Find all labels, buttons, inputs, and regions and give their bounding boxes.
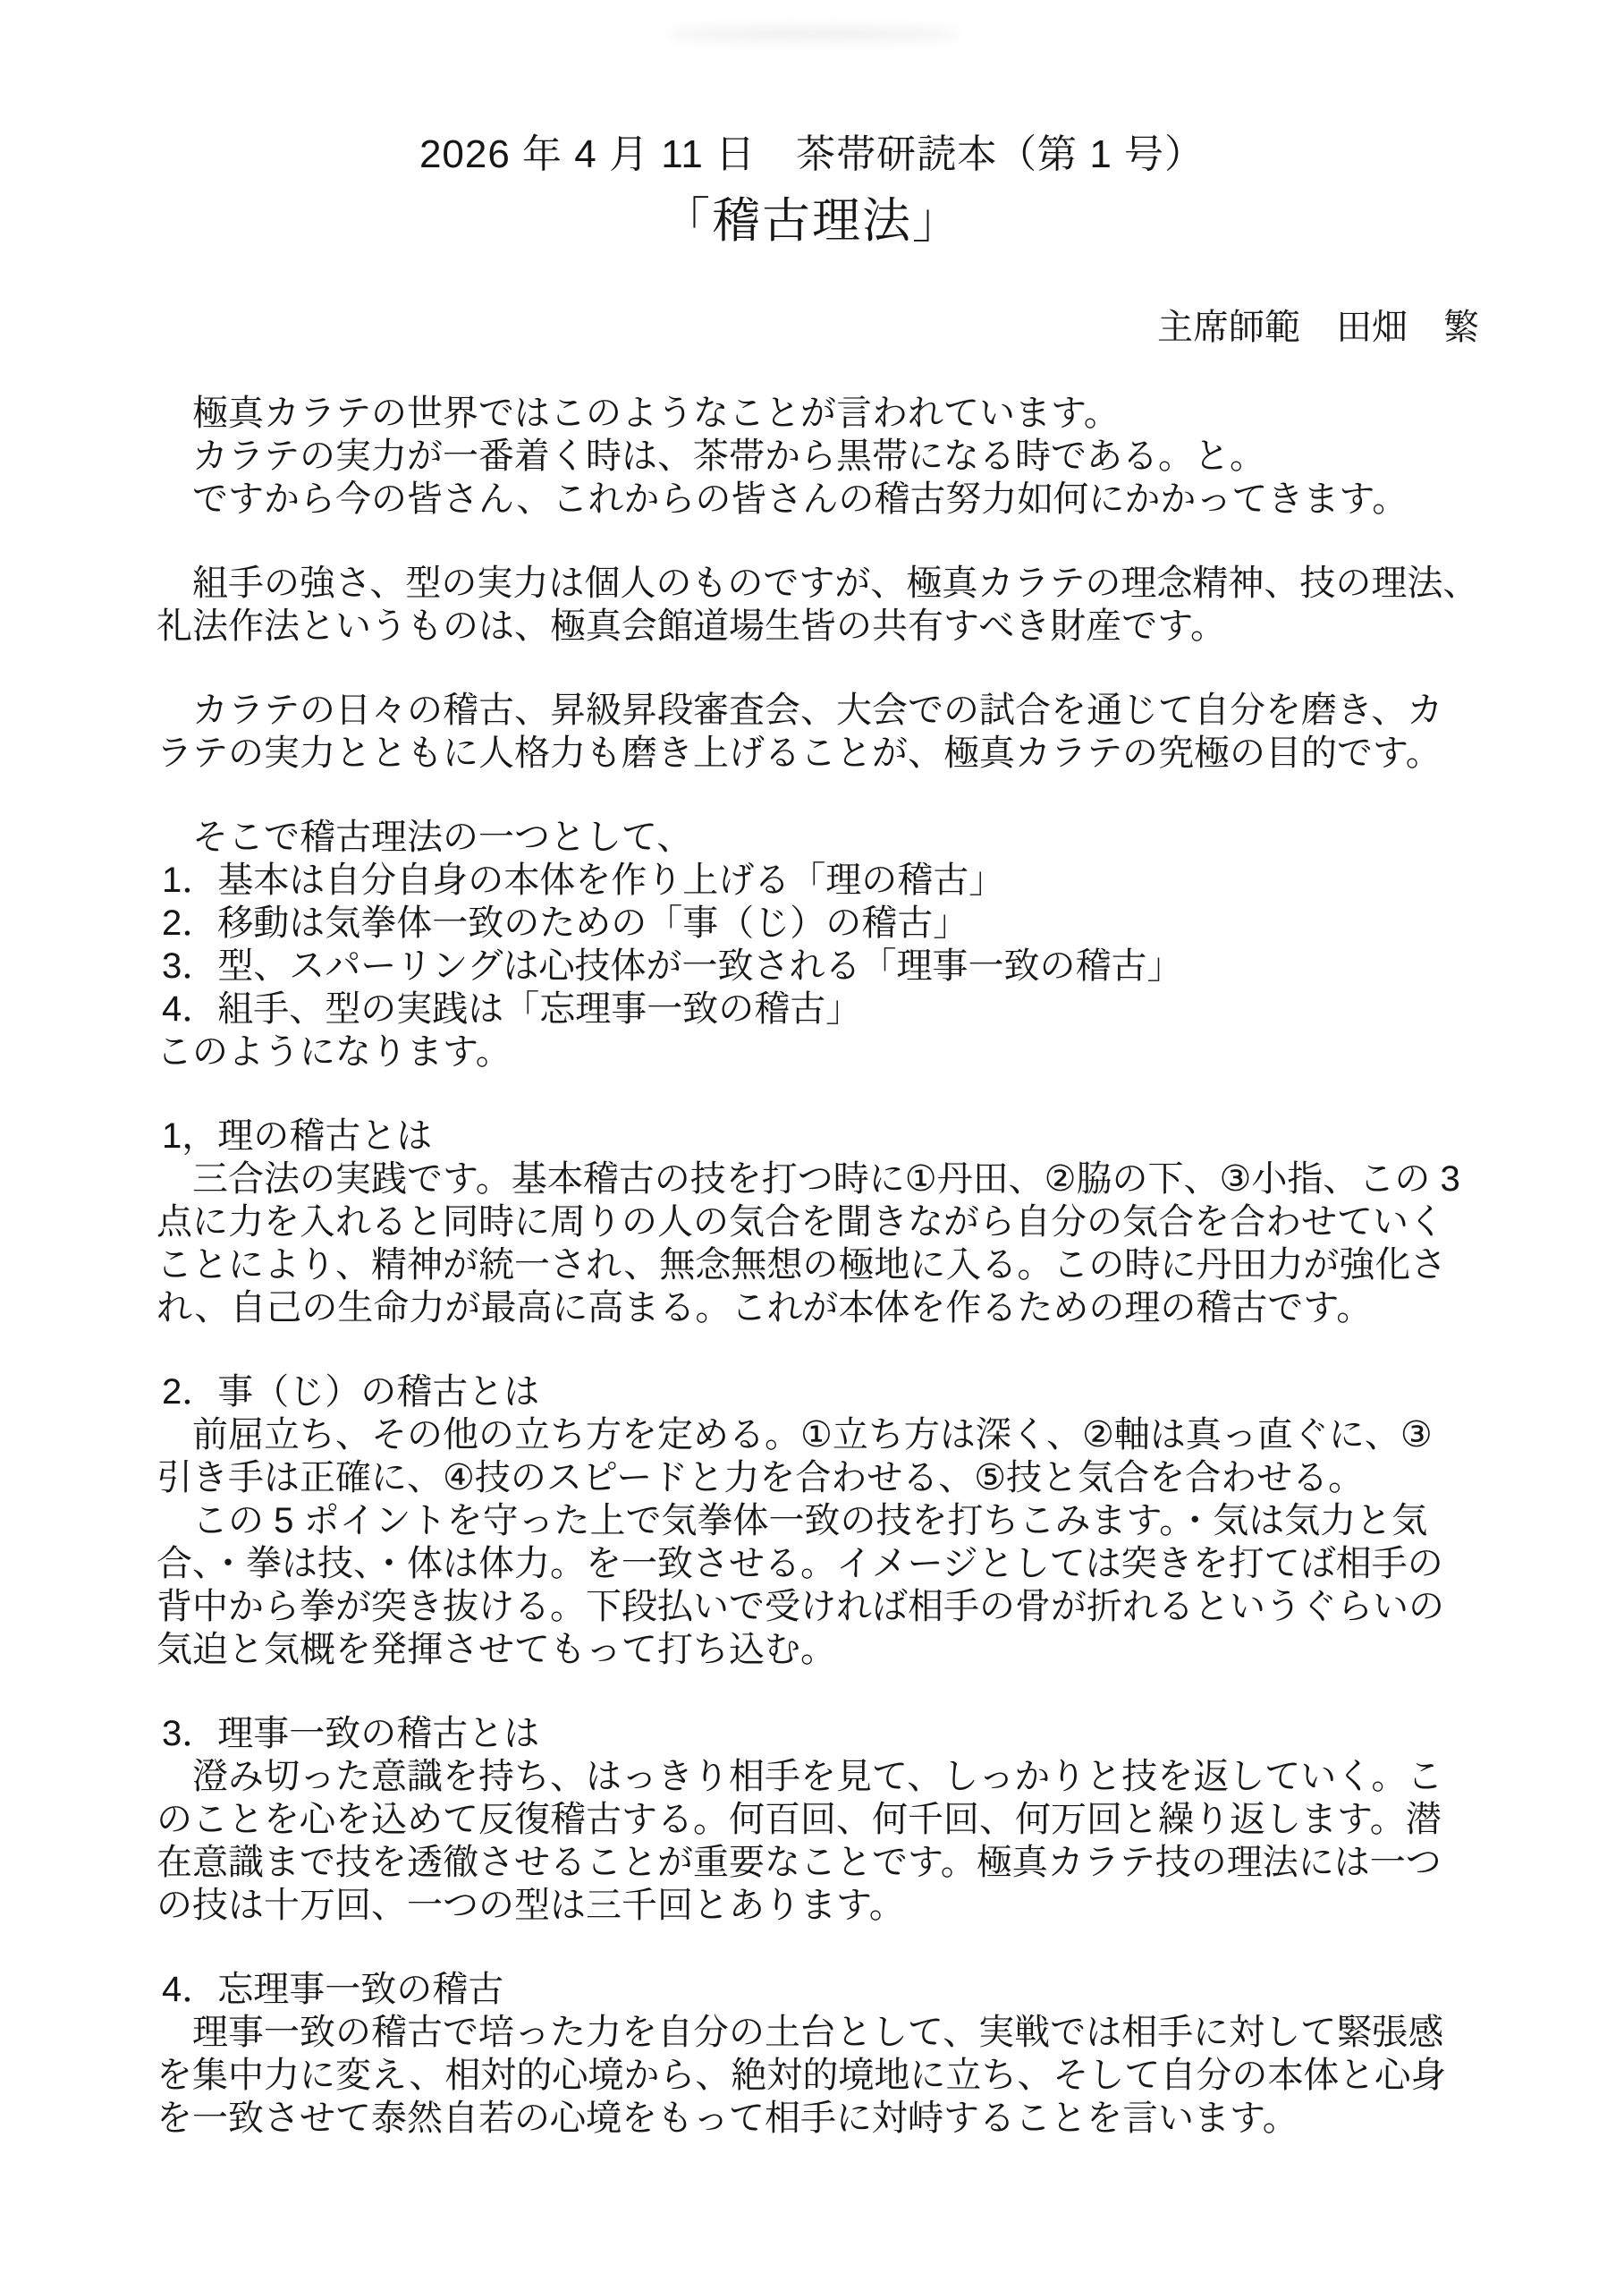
- section-line: 引き手は正確に、④技のスピードと力を合わせる、⑤技と気合を合わせる。: [156, 1458, 1365, 1497]
- document-body: [156, 392, 1499, 2140]
- paragraph: [156, 392, 1499, 521]
- section-line: を一致させて泰然自若の心境をもって相手に対峙することを言います。: [156, 2099, 1298, 2138]
- section-heading: 1，理の稽古とは: [162, 1116, 433, 1156]
- paragraph: [156, 689, 1499, 775]
- section-line: れ、自己の生命力が最高に高まる。これが本体を作るための理の稽古です。: [156, 1288, 1373, 1327]
- section-line: 合、・拳は技、・体は体力。を一致させる。イメージとしては突きを打てば相手の: [156, 1544, 1443, 1583]
- section-ri: [156, 1115, 1499, 1329]
- section-heading: 3．理事一致の稽古とは: [162, 1714, 540, 1753]
- list-intro: そこで稽古理法の一つとして、: [156, 818, 693, 857]
- section-bouriji-icchi: [156, 1968, 1499, 2140]
- paragraph-line: カラテの日々の稽古、昇級昇段審査会、大会での試合を通じて自分を磨き、カ: [156, 691, 1443, 730]
- list-item: 3．型、スパーリングは心技体が一致される「理事一致の稽古」: [162, 946, 1183, 986]
- section-ji: [156, 1370, 1499, 1671]
- section-line: ことにより、精神が統一され、無念無想の極地に入る。この時に丹田力が強化さ: [156, 1245, 1447, 1285]
- author-line: 主席師範 田畑 繁: [1157, 308, 1479, 347]
- list-item: 1．基本は自分自身の本体を作り上げる「理の稽古」: [162, 861, 1005, 900]
- list-item: 4．組手、型の実践は「忘理事一致の稽古」: [162, 989, 862, 1029]
- section-line: 澄み切った意識を持ち、はっきり相手を見て、しっかりと技を返していく。こ: [156, 1757, 1443, 1796]
- paragraph-line: ですから今の皆さん、これからの皆さんの稽古努力如何にかかってきます。: [156, 479, 1408, 519]
- section-line: 在意識まで技を透徹させることが重要なことです。極真カラテ技の理法には一つ: [156, 1843, 1442, 1882]
- section-line: 点に力を入れると同時に周りの人の気合を聞きながら自分の気合を合わせていく: [156, 1202, 1444, 1242]
- section-line: 理事一致の稽古で培った力を自分の土台として、実戦では相手に対して緊張感: [156, 2013, 1444, 2052]
- section-heading: 4．忘理事一致の稽古: [162, 1970, 504, 2009]
- list-item: 2．移動は気拳体一致のための「事（じ）の稽古」: [162, 903, 969, 943]
- section-line: 三合法の実践です。基本稽古の技を打つ時に①丹田、②脇の下、③小指、この 3: [156, 1159, 1460, 1199]
- section-heading: 2．事（じ）の稽古とは: [162, 1372, 540, 1412]
- section-line: 前屈立ち、その他の立ち方を定める。①立ち方は深く、②軸は真っ直ぐに、③: [156, 1415, 1433, 1455]
- paragraph-line: カラテの実力が一番着く時は、茶帯から黒帯になる時である。と。: [156, 437, 1265, 476]
- page-title: 「稽古理法」: [662, 194, 962, 248]
- section-line: の技は十万回、一つの型は三千回とあります。: [156, 1886, 905, 1925]
- paragraph-line: ラテの実力とともに人格力も磨き上げることが、極真カラテの究極の目的です。: [156, 734, 1442, 773]
- paragraph-line: 礼法作法というものは、極真会館道場生皆の共有すべき財産です。: [156, 606, 1226, 646]
- scan-smudge-artifact: [666, 27, 961, 41]
- section-line: この 5 ポイントを守った上で気拳体一致の技を打ちこみます。・気は気力と気: [156, 1501, 1428, 1540]
- paragraph-line: 組手の強さ、型の実力は個人のものですが、極真カラテの理念精神、技の理法、: [156, 564, 1479, 603]
- section-line: を集中力に変え、相対的心境から、絶対的境地に立ち、そして自分の本体と心身: [156, 2056, 1447, 2095]
- section-line: 背中から拳が突き抜ける。下段払いで受ければ相手の骨が折れるというぐらいの: [156, 1587, 1444, 1626]
- section-line: 気迫と気概を発揮させてもって打ち込む。: [156, 1630, 836, 1669]
- date-line: 2026 年 4 月 11 日 茶帯研読本（第 1 号）: [419, 132, 1205, 176]
- list-outro: このようになります。: [156, 1032, 512, 1072]
- paragraph: [156, 562, 1499, 648]
- section-line: のことを心を込めて反復稽古する。何百回、何千回、何万回と繰り返します。潜: [156, 1800, 1442, 1839]
- method-list: [156, 816, 1499, 1073]
- section-riji-icchi: [156, 1712, 1499, 1927]
- paragraph-line: 極真カラテの世界ではこのようなことが言われています。: [156, 394, 1120, 433]
